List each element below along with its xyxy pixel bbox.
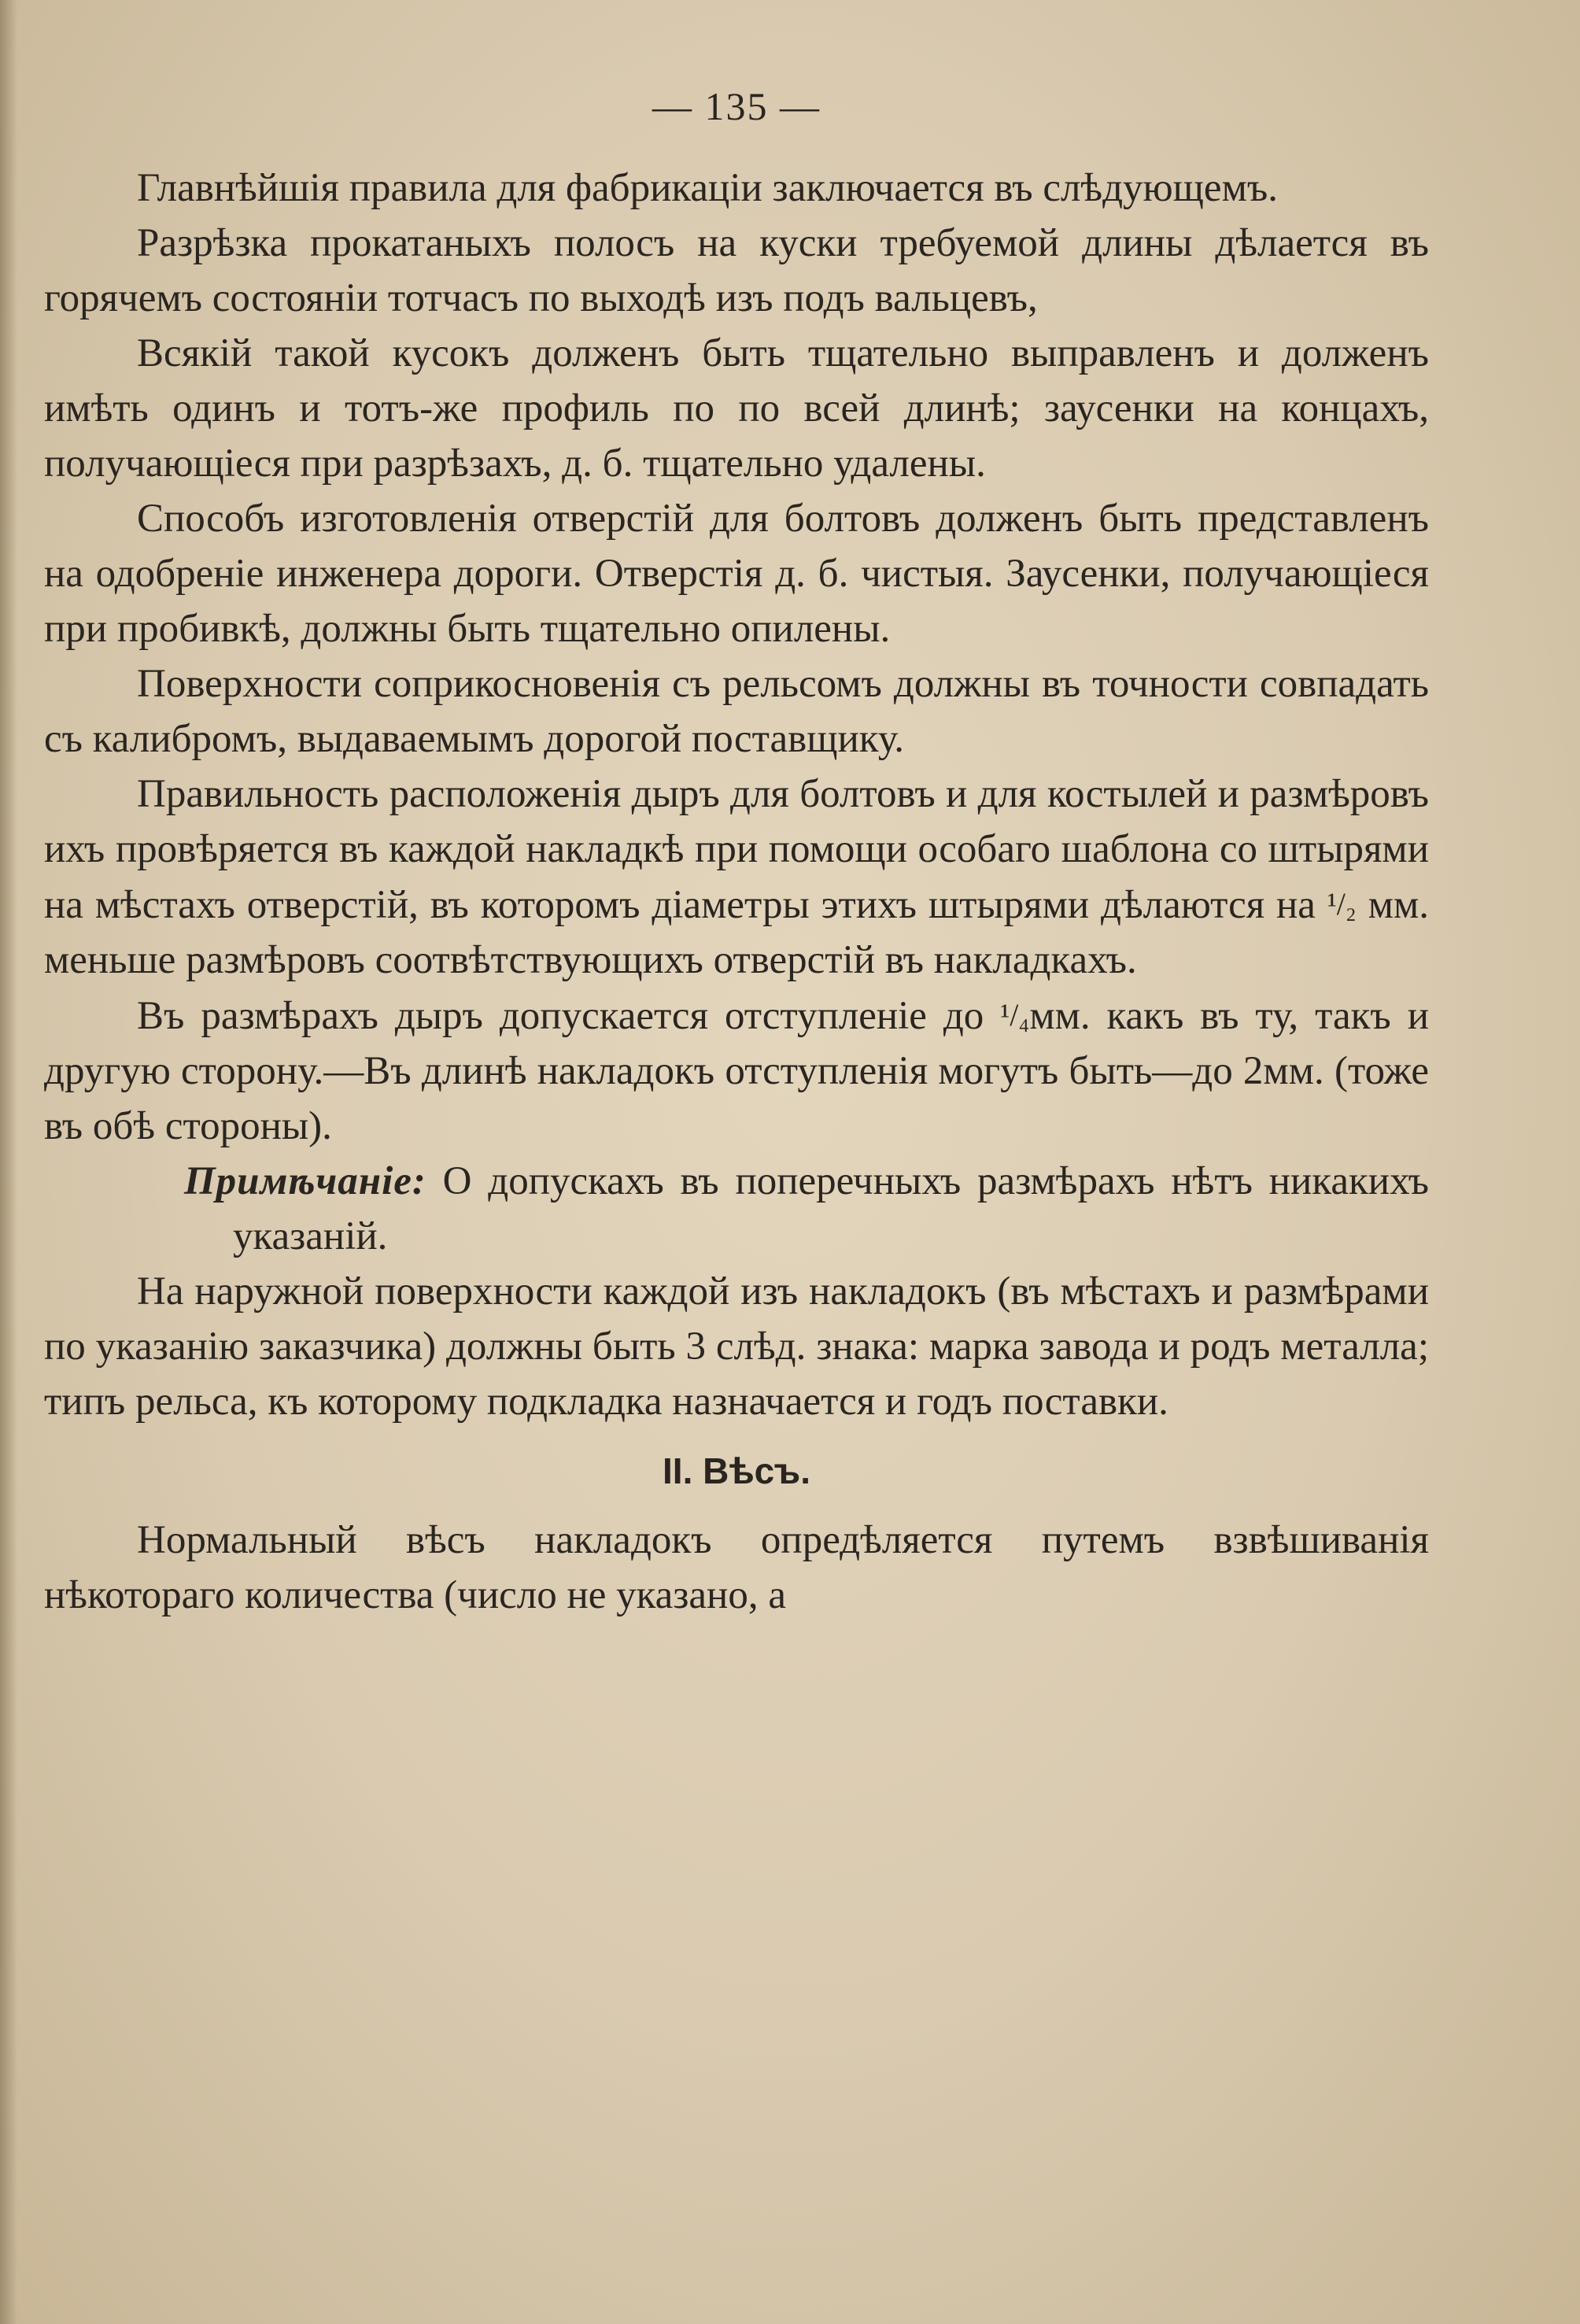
paragraph-weight: Нормальный вѣсъ накладокъ опредѣляется путемъ взвѣшиванія нѣкотораго количества (число не указано, а	[44, 1518, 1429, 1617]
section-heading-weight: II. Вѣсъ.	[663, 1450, 810, 1491]
note-label: Примѣчаніе:	[184, 1159, 426, 1203]
note-paragraph	[44, 1154, 1429, 1264]
text-column	[44, 79, 1429, 1623]
tolerance-text-start: Въ размѣрахъ дыръ допускается отступленіе до	[137, 994, 984, 1038]
paragraph-bolt-holes: Способъ изготовленія отверстій для болтовъ долженъ быть представленъ на одобреніе инженера дороги. Отверстія д. б. чистыя. Заусенки, получающіеся при пробивкѣ, должны быть тщательно опилены.	[44, 497, 1429, 651]
paragraph-hole-template	[44, 767, 1429, 988]
hole-template-text-start: Правильность расположенія дыръ для болтовъ и для костылей и размѣровъ ихъ провѣряется въ каждой накладкѣ при помощи особаго шаблона со штырями на мѣстахъ отверстій, въ которомъ діаметры этихъ штырями дѣлаются на	[44, 772, 1429, 927]
quarter-fraction: ¹/₄	[1000, 997, 1030, 1033]
paragraph-marking: На наружной поверхности каждой изъ накладокъ (въ мѣстахъ и размѣрами по указанію заказчика) должны быть 3 слѣд. знака: марка завода и родъ металла; типъ рельса, къ которому подкладка назначается и годъ поставки.	[44, 1269, 1429, 1424]
paragraph-main-rules: Главнѣйшія правила для фабрикаціи заключается въ слѣдующемъ.	[137, 166, 1278, 210]
half-fraction: ¹/₂	[1327, 886, 1357, 922]
tolerance-text-end: мм. какъ въ ту, такъ и другую сторону.—Въ длинѣ накладокъ отступленія могутъ быть—до 2мм. (тоже въ обѣ стороны).	[44, 994, 1429, 1148]
paragraph-cutting: Разрѣзка прокатаныхъ полосъ на куски требуемой длины дѣлается въ горячемъ состояніи тотчасъ по выходѣ изъ подъ вальцевъ,	[44, 221, 1429, 320]
note-text: О допускахъ въ поперечныхъ размѣрахъ нѣтъ никакихъ указаній.	[233, 1159, 1429, 1258]
paragraph-straightening: Всякій такой кусокъ долженъ быть тщательно выправленъ и долженъ имѣть одинъ и тотъ-же профиль по по всей длинѣ; заусенки на концахъ, получающіеся при разрѣзахъ, д. б. тщательно удалены.	[44, 331, 1429, 486]
hole-template-text-end: мм. меньше размѣровъ соотвѣтствующихъ отверстій въ накладкахъ.	[44, 883, 1430, 982]
page-number: — 135 —	[652, 84, 821, 128]
paragraph-contact-surfaces: Поверхности соприкосновенія съ рельсомъ должны въ точности совпадать съ калибромъ, выдаваемымъ дорогой поставщику.	[44, 662, 1429, 761]
paragraph-tolerances	[44, 988, 1429, 1154]
